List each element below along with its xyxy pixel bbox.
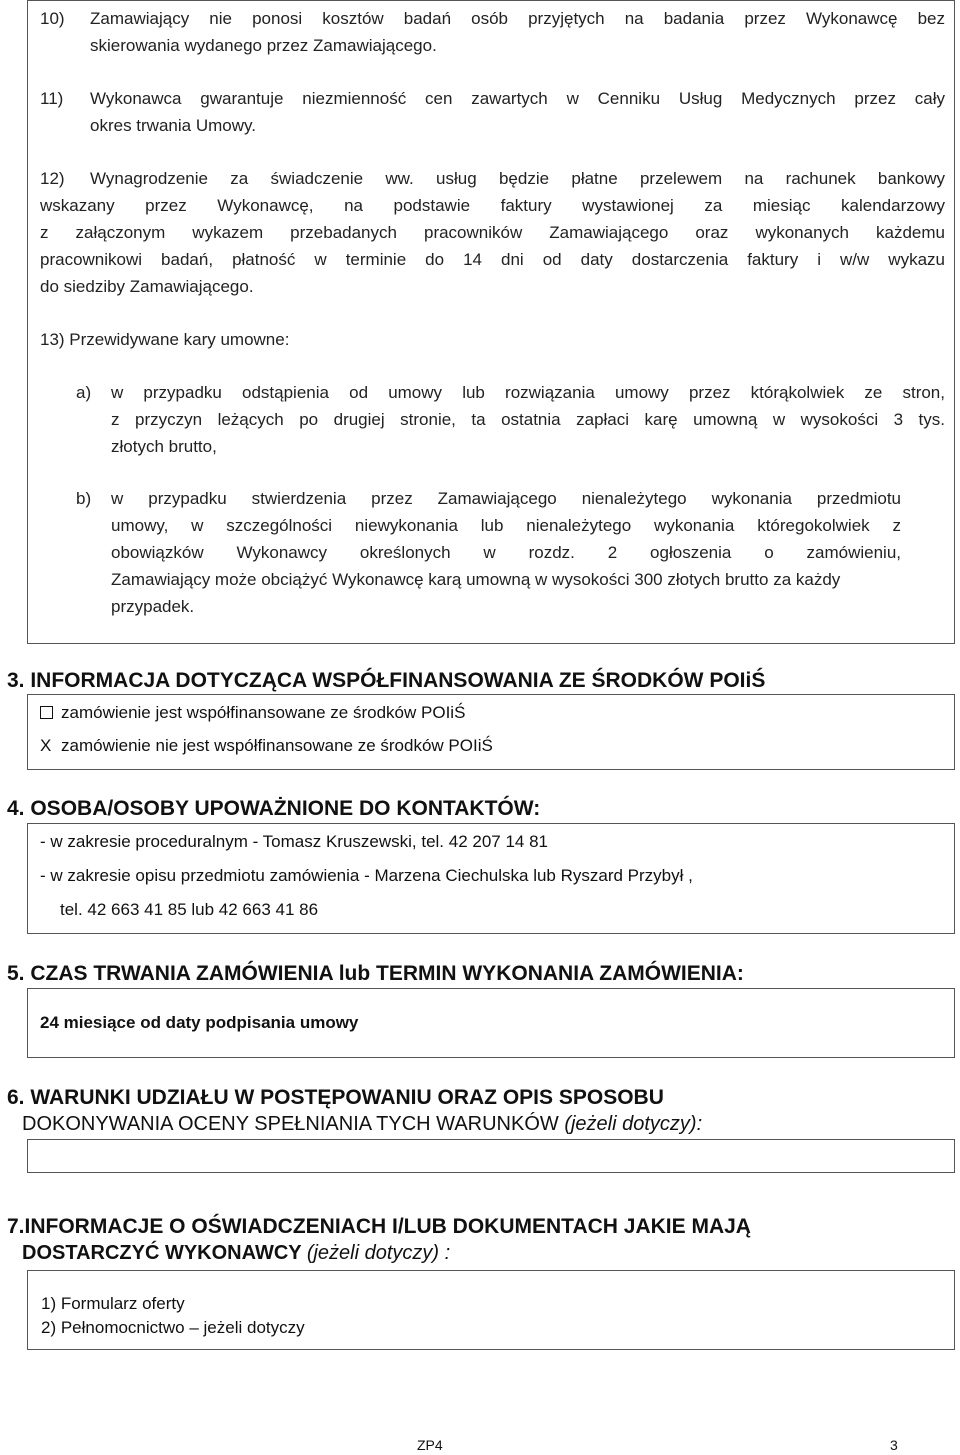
item-12-number: 12): [40, 169, 65, 188]
section-7-subtitle-note: (jeżeli dotyczy) :: [306, 1242, 451, 1264]
section-7-subtitle-text: DOSTARCZYĆ WYKONAWCY: [22, 1242, 302, 1264]
item-13b-label: b): [76, 489, 92, 508]
item-13b-line: w przypadku stwierdzenia przez Zamawiającego nienależytego wykonania przedmiotu: [111, 489, 901, 508]
footer-code: ZP4: [417, 1437, 443, 1453]
item-12-line: z załączonym wykazem przebadanych pracowników Zamawiającego oraz wykonanych każdemu: [40, 223, 945, 242]
section-6-subtitle-note: (jeżeli dotyczy):: [564, 1113, 703, 1135]
conditions-box: [27, 0, 955, 644]
item-12-line: pracownikowi badań, płatność w terminie do 14 dni od daty dostarczenia faktury i w/w wykazu: [40, 250, 945, 269]
page-number: 3: [890, 1437, 898, 1453]
item-10-number: 10): [40, 9, 65, 28]
item-13b-line: za każdy przypadek.: [111, 570, 841, 616]
section-4-title: 4. OSOBA/OSOBY UPOWAŻNIONE DO KONTAKTÓW:: [7, 797, 541, 820]
option-not-cofinanced-label: zamówienie nie jest współfinansowane ze środków POIiŚ: [61, 736, 493, 755]
document-item: 1) Formularz oferty: [41, 1294, 185, 1313]
item-11-line: Wykonawca gwarantuje niezmienność cen zawartych w Cenniku Usług Medycznych przez cały: [90, 89, 945, 108]
item-11-line: okres trwania Umowy.: [90, 116, 256, 135]
item-12-text: [90, 165, 945, 192]
section-6-subtitle: [22, 1113, 702, 1136]
section-7-title: 7.INFORMACJE O OŚWIADCZENIACH I/LUB DOKUMENTACH JAKIE MAJĄ: [7, 1215, 751, 1238]
item-11-text: [90, 85, 945, 139]
item-12-continuation: [40, 192, 945, 300]
item-10-line: skierowania wydanego przez Zamawiającego.: [90, 36, 437, 55]
option-not-cofinanced: [40, 736, 493, 756]
section-6-box: [27, 1139, 955, 1173]
section-6-title: 6. WARUNKI UDZIAŁU W POSTĘPOWANIU ORAZ OPIS SPOSOBU: [7, 1086, 664, 1109]
section-3-title: 3. INFORMACJA DOTYCZĄCA WSPÓŁFINANSOWANIA ZE ŚRODKÓW POIiŚ: [7, 669, 766, 692]
item-10-line: Zamawiający nie ponosi kosztów badań osób przyjętych na badania przez Wykonawcę bez: [90, 9, 945, 28]
item-12-line: Wynagrodzenie za świadczenie ww. usług będzie płatne przelewem na rachunek bankowy: [90, 169, 945, 188]
item-13a-line: złotych brutto,: [111, 437, 217, 456]
item-13b-text: [111, 485, 901, 620]
contact-subject-phones: tel. 42 663 41 85 lub 42 663 41 86: [60, 900, 319, 919]
section-6-subtitle-text: DOKONYWANIA OCENY SPEŁNIANIA TYCH WARUNKÓW: [22, 1113, 559, 1135]
checkbox-icon[interactable]: [40, 706, 53, 719]
item-13b-line: umowy, w szczególności niewykonania lub nienależytego wykonania któregokolwiek z: [111, 516, 901, 535]
contact-procedural: - w zakresie proceduralnym - Tomasz Kruszewski, tel. 42 207 14 81: [40, 832, 549, 851]
item-13-title: 13) Przewidywane kary umowne:: [40, 330, 290, 349]
item-12-line: do siedziby Zamawiającego.: [40, 277, 254, 296]
item-11-number: 11): [40, 89, 64, 108]
item-13b-line: Zamawiający może obciążyć Wykonawcę karą umowną w wysokości 300 złotych brutto: [111, 570, 769, 589]
item-13b-line: obowiązków Wykonawcy określonych w rozdz. 2 ogłoszenia o zamówieniu,: [111, 543, 901, 562]
item-13a-line: z przyczyn leżących po drugiej stronie, ta ostatnia zapłaci karę umowną w wysokości 3 tys.: [111, 410, 945, 429]
contact-subject: - w zakresie opisu przedmiotu zamówienia - Marzena Ciechulska lub Ryszard Przybył ,: [40, 866, 693, 885]
item-10-text: [90, 5, 945, 59]
option-cofinanced: [40, 703, 465, 723]
item-13a-label: a): [76, 383, 92, 402]
document-item: 2) Pełnomocnictwo – jeżeli dotyczy: [41, 1318, 305, 1337]
item-13a-text: [111, 379, 945, 460]
section-5-title: 5. CZAS TRWANIA ZAMÓWIENIA lub TERMIN WYKONANIA ZAMÓWIENIA:: [7, 962, 744, 985]
item-13a-line: w przypadku odstąpienia od umowy lub rozwiązania umowy przez którąkolwiek ze stron,: [111, 383, 945, 402]
section-7-subtitle: [22, 1242, 450, 1265]
x-mark: X: [40, 736, 52, 755]
item-12-line: wskazany przez Wykonawcę, na podstawie faktury wystawionej za miesiąc kalendarzowy: [40, 196, 945, 215]
option-cofinanced-label: zamówienie jest współfinansowane ze środków POIiŚ: [61, 703, 466, 722]
duration-value: 24 miesiące od daty podpisania umowy: [40, 1013, 359, 1032]
